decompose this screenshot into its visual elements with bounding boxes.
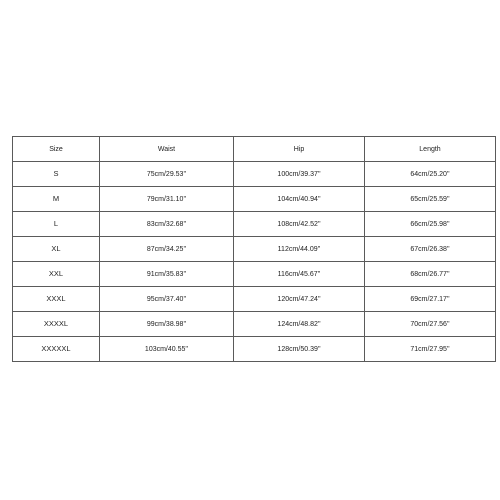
column-header-hip: Hip bbox=[234, 137, 365, 162]
cell-length: 71cm/27.95'' bbox=[365, 337, 496, 362]
table-header-row bbox=[13, 137, 496, 162]
table-row bbox=[13, 162, 496, 187]
cell-hip: 120cm/47.24'' bbox=[234, 287, 365, 312]
cell-length: 70cm/27.56'' bbox=[365, 312, 496, 337]
cell-size: XXXXXL bbox=[13, 337, 100, 362]
table-row bbox=[13, 337, 496, 362]
cell-waist: 103cm/40.55'' bbox=[100, 337, 234, 362]
cell-hip: 128cm/50.39'' bbox=[234, 337, 365, 362]
cell-waist: 83cm/32.68'' bbox=[100, 212, 234, 237]
cell-size: XXXXL bbox=[13, 312, 100, 337]
cell-hip: 108cm/42.52'' bbox=[234, 212, 365, 237]
cell-waist: 91cm/35.83'' bbox=[100, 262, 234, 287]
cell-waist: 87cm/34.25'' bbox=[100, 237, 234, 262]
cell-hip: 104cm/40.94'' bbox=[234, 187, 365, 212]
cell-waist: 79cm/31.10'' bbox=[100, 187, 234, 212]
cell-size: L bbox=[13, 212, 100, 237]
table-row bbox=[13, 312, 496, 337]
cell-waist: 95cm/37.40'' bbox=[100, 287, 234, 312]
size-chart-table bbox=[12, 136, 496, 362]
cell-length: 67cm/26.38'' bbox=[365, 237, 496, 262]
cell-length: 64cm/25.20'' bbox=[365, 162, 496, 187]
cell-size: M bbox=[13, 187, 100, 212]
cell-hip: 112cm/44.09'' bbox=[234, 237, 365, 262]
column-header-waist: Waist bbox=[100, 137, 234, 162]
column-header-size: Size bbox=[13, 137, 100, 162]
cell-waist: 99cm/38.98'' bbox=[100, 312, 234, 337]
table-row bbox=[13, 287, 496, 312]
cell-size: XXL bbox=[13, 262, 100, 287]
cell-hip: 116cm/45.67'' bbox=[234, 262, 365, 287]
cell-length: 69cm/27.17'' bbox=[365, 287, 496, 312]
cell-waist: 75cm/29.53'' bbox=[100, 162, 234, 187]
cell-length: 68cm/26.77'' bbox=[365, 262, 496, 287]
table-row bbox=[13, 212, 496, 237]
cell-length: 65cm/25.59'' bbox=[365, 187, 496, 212]
cell-size: XXXL bbox=[13, 287, 100, 312]
cell-length: 66cm/25.98'' bbox=[365, 212, 496, 237]
table-row bbox=[13, 187, 496, 212]
cell-size: S bbox=[13, 162, 100, 187]
table-row bbox=[13, 237, 496, 262]
cell-hip: 124cm/48.82'' bbox=[234, 312, 365, 337]
table-row bbox=[13, 262, 496, 287]
column-header-length: Length bbox=[365, 137, 496, 162]
cell-size: XL bbox=[13, 237, 100, 262]
cell-hip: 100cm/39.37'' bbox=[234, 162, 365, 187]
